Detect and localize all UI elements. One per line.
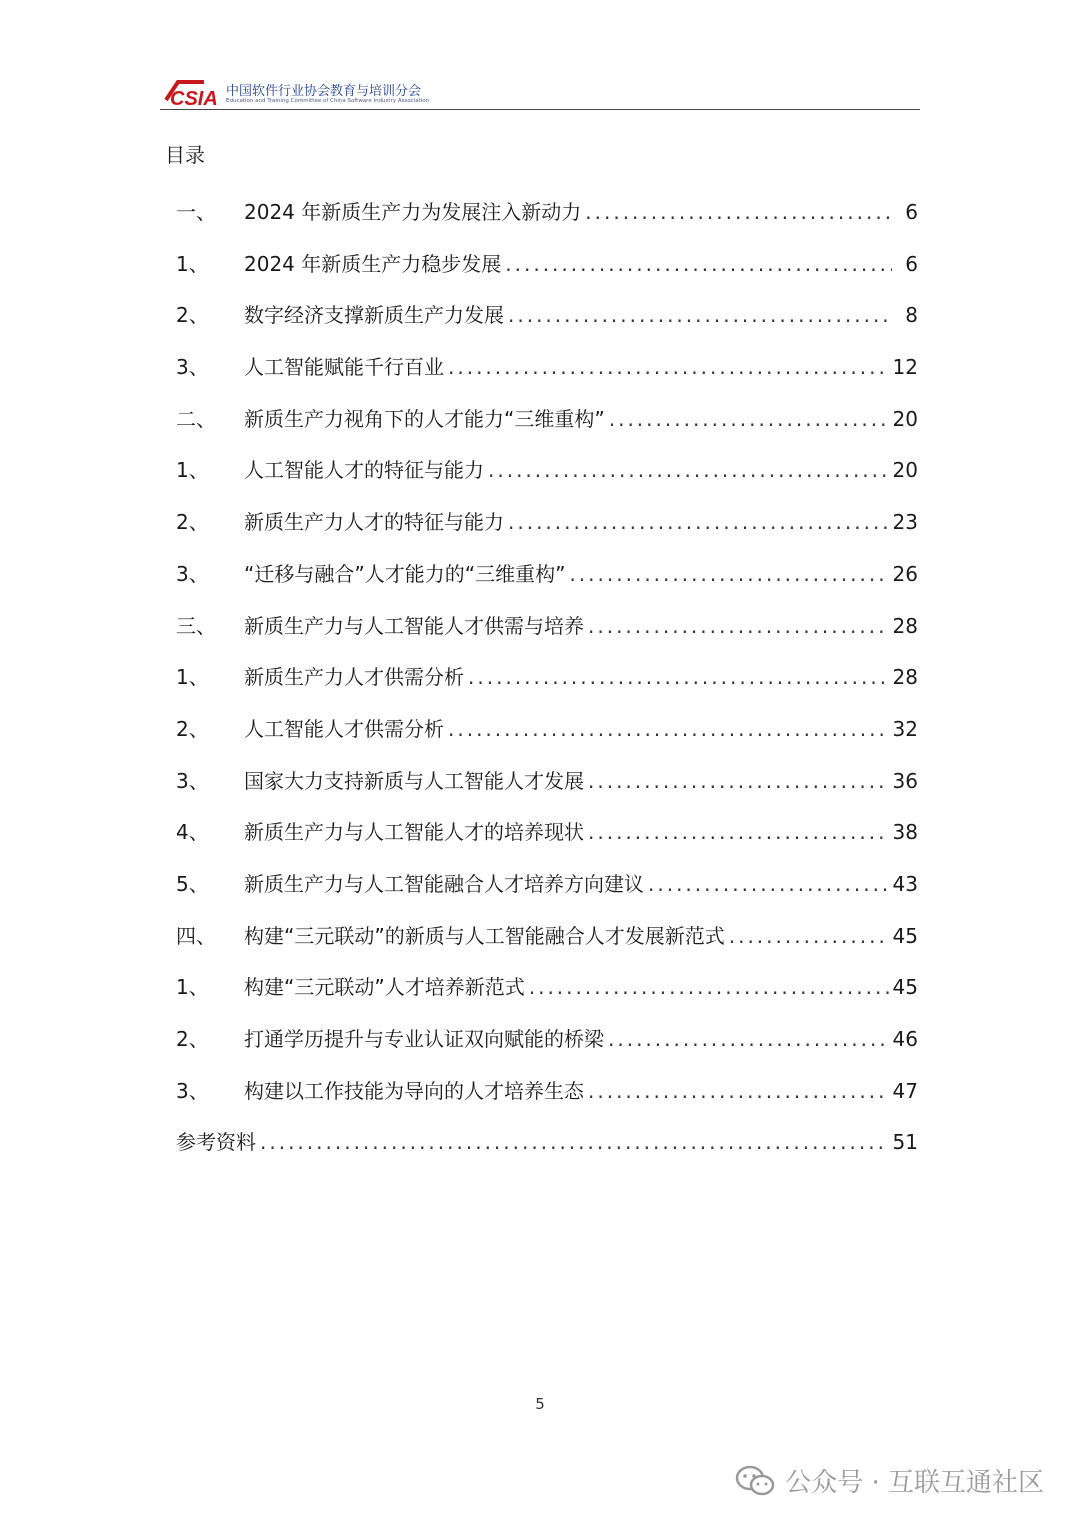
watermark-text: 公众号 · 互联互通社区	[785, 1468, 1044, 1498]
toc-entry[interactable]	[176, 558, 918, 610]
toc-entry-number: 3、	[176, 355, 209, 380]
toc-entry-page: 38	[892, 820, 918, 845]
toc-entry-title: 打通学历提升与专业认证双向赋能的桥梁	[244, 1027, 604, 1051]
toc-entry-page: 6	[905, 200, 918, 224]
toc-dot-leader	[505, 252, 892, 276]
toc-entry-page: 36	[892, 768, 918, 793]
csia-logo	[164, 78, 222, 108]
toc-entry-number: 1、	[176, 975, 209, 1000]
toc-entry-page: 43	[892, 871, 918, 896]
toc-entry-page: 20	[892, 406, 918, 431]
toc-entry-number: 3、	[176, 561, 209, 586]
toc-entry-page: 23	[892, 510, 918, 535]
toc-entry[interactable]	[176, 351, 918, 403]
toc-dot-leader	[588, 614, 889, 638]
toc-entry[interactable]	[176, 1075, 918, 1127]
toc-entry-title: 新质生产力人才供需分析	[244, 665, 464, 690]
toc-entry-number: 5、	[176, 871, 209, 896]
toc-entry[interactable]	[176, 661, 918, 713]
toc-dot-leader	[588, 1079, 889, 1103]
toc-dot-leader	[648, 872, 889, 896]
toc-dot-leader	[508, 303, 892, 327]
toc-entry-title: 新质生产力与人工智能人才的培养现状	[244, 820, 584, 845]
toc-entry-title: 人工智能人才的特征与能力	[244, 458, 484, 483]
toc-entry[interactable]	[176, 403, 918, 455]
toc-dot-leader	[448, 717, 889, 741]
toc-entry-number: 1、	[176, 251, 209, 276]
toc-dot-leader	[588, 769, 889, 793]
toc-entry-title: 国家大力支持新质与人工智能人才发展	[244, 768, 584, 793]
toc-entry-number: 三、	[176, 613, 216, 638]
toc-dot-leader	[569, 562, 888, 586]
toc-dot-leader	[609, 407, 889, 431]
wechat-icon	[735, 1465, 775, 1497]
toc-entry-page: 51	[892, 1130, 918, 1155]
toc-dot-leader	[448, 355, 889, 379]
toc-entry-title: 构建“三元联动”人才培养新范式	[244, 975, 525, 1000]
toc-entry[interactable]	[176, 1023, 918, 1075]
toc-entry-title: “迁移与融合”人才能力的“三维重构”	[244, 561, 566, 586]
toc-entry-title: 人工智能赋能千行百业	[244, 355, 444, 380]
toc-entry-page: 20	[892, 458, 918, 483]
toc-entry-number: 一、	[176, 200, 216, 224]
toc-entry-title: 构建以工作技能为导向的人才培养生态	[244, 1078, 584, 1103]
toc-entry-page: 26	[892, 561, 918, 586]
toc-entry-number: 二、	[176, 406, 216, 431]
toc-entry-page: 12	[892, 355, 918, 380]
watermark	[735, 1462, 1044, 1499]
toc-entry-title: 新质生产力与人工智能人才供需与培养	[244, 613, 584, 638]
toc-entry-page: 28	[892, 613, 918, 638]
toc-entry-number: 2、	[176, 1027, 209, 1051]
toc-entry[interactable]	[176, 971, 918, 1023]
page-number: 5	[535, 1395, 545, 1413]
header-divider	[160, 109, 920, 110]
toc-entry-page: 45	[892, 975, 918, 1000]
toc-entry-number: 2、	[176, 303, 209, 328]
toc-entry[interactable]	[176, 454, 918, 506]
org-name-cn: 中国软件行业协会教育与培训分会	[226, 84, 422, 99]
toc-dot-leader	[729, 924, 889, 948]
page-header	[160, 74, 920, 114]
toc-entry-number: 1、	[176, 665, 209, 690]
toc-dot-leader	[488, 458, 889, 482]
toc-entry[interactable]	[176, 868, 918, 920]
toc-entry[interactable]	[176, 196, 918, 248]
toc-entry-page: 32	[892, 716, 918, 741]
toc-dot-leader	[585, 200, 892, 224]
svg-text:CSIA: CSIA	[170, 88, 218, 108]
toc-entry-title: 构建“三元联动”的新质与人工智能融合人才发展新范式	[244, 923, 725, 948]
toc-entry[interactable]	[176, 816, 918, 868]
toc-entry-page: 45	[892, 923, 918, 948]
toc-entry-number: 3、	[176, 1078, 209, 1103]
toc-entry-title: 参考资料	[176, 1130, 256, 1155]
toc-entry[interactable]	[176, 506, 918, 558]
toc-entry[interactable]	[176, 713, 918, 765]
toc-entry-title: 新质生产力视角下的人才能力“三维重构”	[244, 406, 605, 431]
table-of-contents	[176, 196, 918, 1178]
toc-entry-title: 新质生产力与人工智能融合人才培养方向建议	[244, 871, 644, 896]
toc-dot-leader	[508, 510, 889, 534]
toc-entry-title: 数字经济支撑新质生产力发展	[244, 303, 504, 328]
toc-dot-leader	[588, 820, 889, 844]
toc-entry[interactable]	[176, 248, 918, 300]
toc-entry[interactable]	[176, 299, 918, 351]
toc-dot-leader	[529, 975, 889, 999]
toc-dot-leader	[608, 1027, 889, 1051]
toc-entry-page: 6	[905, 251, 918, 276]
toc-dot-leader	[260, 1130, 889, 1154]
toc-entry-number: 4、	[176, 820, 209, 845]
toc-entry-number: 3、	[176, 768, 209, 793]
org-name-en: Education and Training Committee of China Software Industry Association	[226, 98, 430, 104]
toc-entry-number: 2、	[176, 510, 209, 535]
toc-entry-number: 1、	[176, 458, 209, 483]
toc-entry-page: 28	[892, 665, 918, 690]
toc-dot-leader	[468, 665, 889, 689]
toc-entry[interactable]	[176, 610, 918, 662]
toc-entry-number: 2、	[176, 716, 209, 741]
toc-entry-number: 四、	[176, 923, 216, 948]
toc-entry-title: 2024 年新质生产力稳步发展	[244, 251, 502, 276]
toc-entry-page: 46	[892, 1027, 918, 1051]
toc-entry[interactable]	[176, 765, 918, 817]
toc-entry-title: 2024 年新质生产力为发展注入新动力	[244, 200, 582, 224]
toc-entry[interactable]	[176, 920, 918, 972]
toc-entry-page: 8	[905, 303, 918, 328]
toc-title: 目录	[165, 143, 205, 167]
toc-entry-title: 人工智能人才供需分析	[244, 716, 444, 741]
toc-entry-title: 新质生产力人才的特征与能力	[244, 510, 504, 535]
toc-entry-page: 47	[892, 1078, 918, 1103]
toc-entry[interactable]	[176, 1126, 918, 1178]
